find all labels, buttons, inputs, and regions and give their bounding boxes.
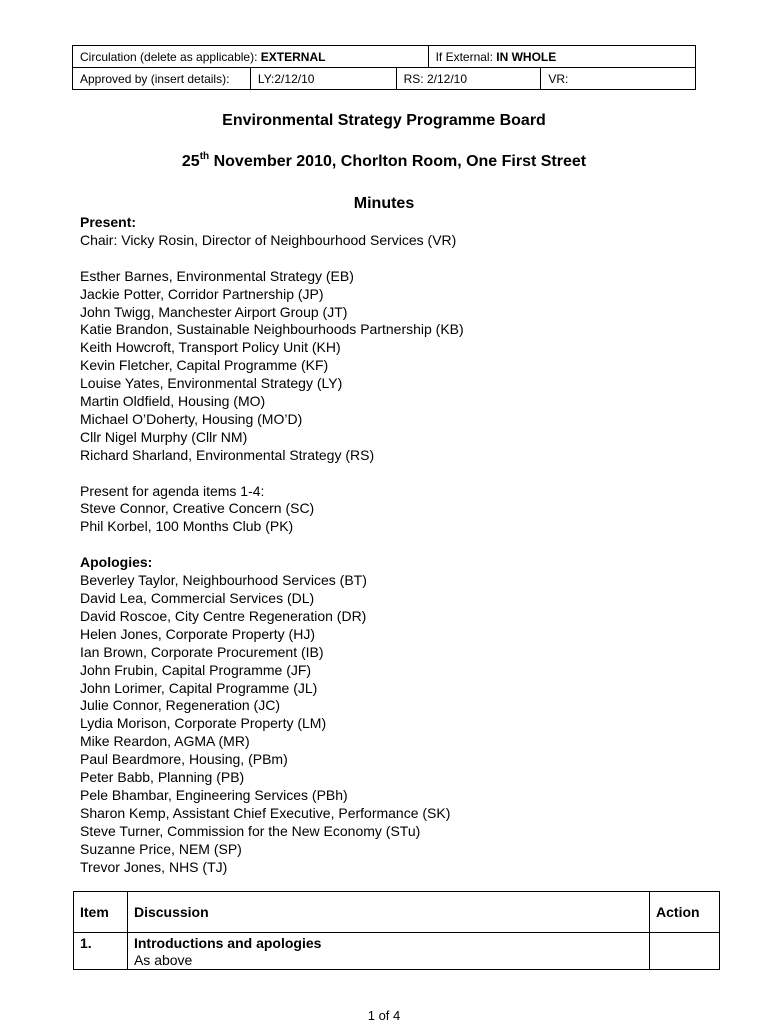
item-column-header: Item <box>74 892 128 933</box>
list-item: Keith Howcroft, Transport Policy Unit (KH) <box>80 339 341 356</box>
board-title: Environmental Strategy Programme Board <box>222 112 546 129</box>
list-item: David Lea, Commercial Services (DL) <box>80 589 315 606</box>
list-item: Pele Bhambar, Engineering Services (PBh) <box>80 786 348 803</box>
meeting-date-location <box>0 150 768 171</box>
list-item: Sharon Kemp, Assistant Chief Executive, Performance (SK) <box>80 804 451 821</box>
discussion-cell <box>127 933 649 970</box>
list-item: Cllr Nigel Murphy (Cllr NM) <box>80 428 248 445</box>
list-item: Jackie Potter, Corridor Partnership (JP) <box>80 285 324 302</box>
list-item: Phil Korbel, 100 Months Club (PK) <box>80 518 294 535</box>
minutes-table <box>73 891 720 970</box>
if-external-label: If External: <box>435 49 493 64</box>
circulation-cell <box>73 46 429 68</box>
list-item: Trevor Jones, NHS (TJ) <box>80 858 228 875</box>
list-item: Paul Beardmore, Housing, (PBm) <box>80 751 288 768</box>
circulation-row <box>73 46 696 68</box>
discussion-text: As above <box>133 952 193 968</box>
chair-line: Chair: Vicky Rosin, Director of Neighbourhood Services (VR) <box>80 231 457 248</box>
list-item: Mike Reardon, AGMA (MR) <box>80 733 250 750</box>
table-row <box>74 933 720 970</box>
list-item: Ian Brown, Corporate Procurement (IB) <box>80 643 324 660</box>
approval-vr: VR: <box>541 68 696 90</box>
apologies-heading: Apologies: <box>80 554 153 571</box>
page-number: 1 of 4 <box>367 1008 401 1023</box>
approval-ly: LY:2/12/10 <box>250 68 396 90</box>
list-item: Julie Connor, Regeneration (JC) <box>80 697 280 714</box>
date-day: 25 <box>181 153 200 170</box>
list-item: Suzanne Price, NEM (SP) <box>80 840 242 857</box>
list-item: Michael O’Doherty, Housing (MO’D) <box>80 410 303 427</box>
list-item: Helen Jones, Corporate Property (HJ) <box>80 625 315 642</box>
circulation-label: Circulation (delete as applicable): <box>80 49 258 64</box>
agenda-items-heading: Present for agenda items 1-4: <box>80 482 265 499</box>
action-cell <box>650 933 720 970</box>
circulation-header-table <box>72 45 696 90</box>
if-external-value: IN WHOLE <box>496 49 557 64</box>
date-rest: November 2010, Chorlton Room, One First Street <box>209 153 587 170</box>
list-item: John Lorimer, Capital Programme (JL) <box>80 679 318 696</box>
if-external-cell <box>428 46 695 68</box>
list-item: Katie Brandon, Sustainable Neighbourhoods Partnership (KB) <box>80 321 464 338</box>
list-item: Louise Yates, Environmental Strategy (LY) <box>80 375 343 392</box>
approved-label: Approved by (insert details): <box>73 68 251 90</box>
action-column-header: Action <box>650 892 720 933</box>
list-item: Steve Connor, Creative Concern (SC) <box>80 500 315 517</box>
table-header-row <box>74 892 720 933</box>
approved-row <box>73 68 696 90</box>
date-suffix: th <box>199 150 210 162</box>
circulation-value: EXTERNAL <box>260 49 326 64</box>
list-item: Peter Babb, Planning (PB) <box>80 769 245 786</box>
list-item: Kevin Fletcher, Capital Programme (KF) <box>80 357 329 374</box>
list-item: John Frubin, Capital Programme (JF) <box>80 661 312 678</box>
list-item: Lydia Morison, Corporate Property (LM) <box>80 715 327 732</box>
item-number: 1. <box>74 933 128 970</box>
attendance-section <box>80 214 700 876</box>
list-item: Esther Barnes, Environmental Strategy (EB) <box>80 267 354 284</box>
minutes-heading: Minutes <box>353 195 415 212</box>
list-item: Steve Turner, Commission for the New Economy (STu) <box>80 822 421 839</box>
present-heading: Present: <box>80 214 137 230</box>
list-item: Beverley Taylor, Neighbourhood Services (BT) <box>80 572 367 589</box>
list-item: Martin Oldfield, Housing (MO) <box>80 393 266 410</box>
list-item: Richard Sharland, Environmental Strategy (RS) <box>80 446 375 463</box>
discussion-column-header: Discussion <box>127 892 649 933</box>
list-item: John Twigg, Manchester Airport Group (JT) <box>80 303 348 320</box>
apologies-list <box>80 572 700 876</box>
discussion-title: Introductions and apologies <box>133 935 322 951</box>
present-list <box>80 268 700 465</box>
list-item: David Roscoe, City Centre Regeneration (DR) <box>80 607 367 624</box>
approval-rs: RS: 2/12/10 <box>396 68 541 90</box>
